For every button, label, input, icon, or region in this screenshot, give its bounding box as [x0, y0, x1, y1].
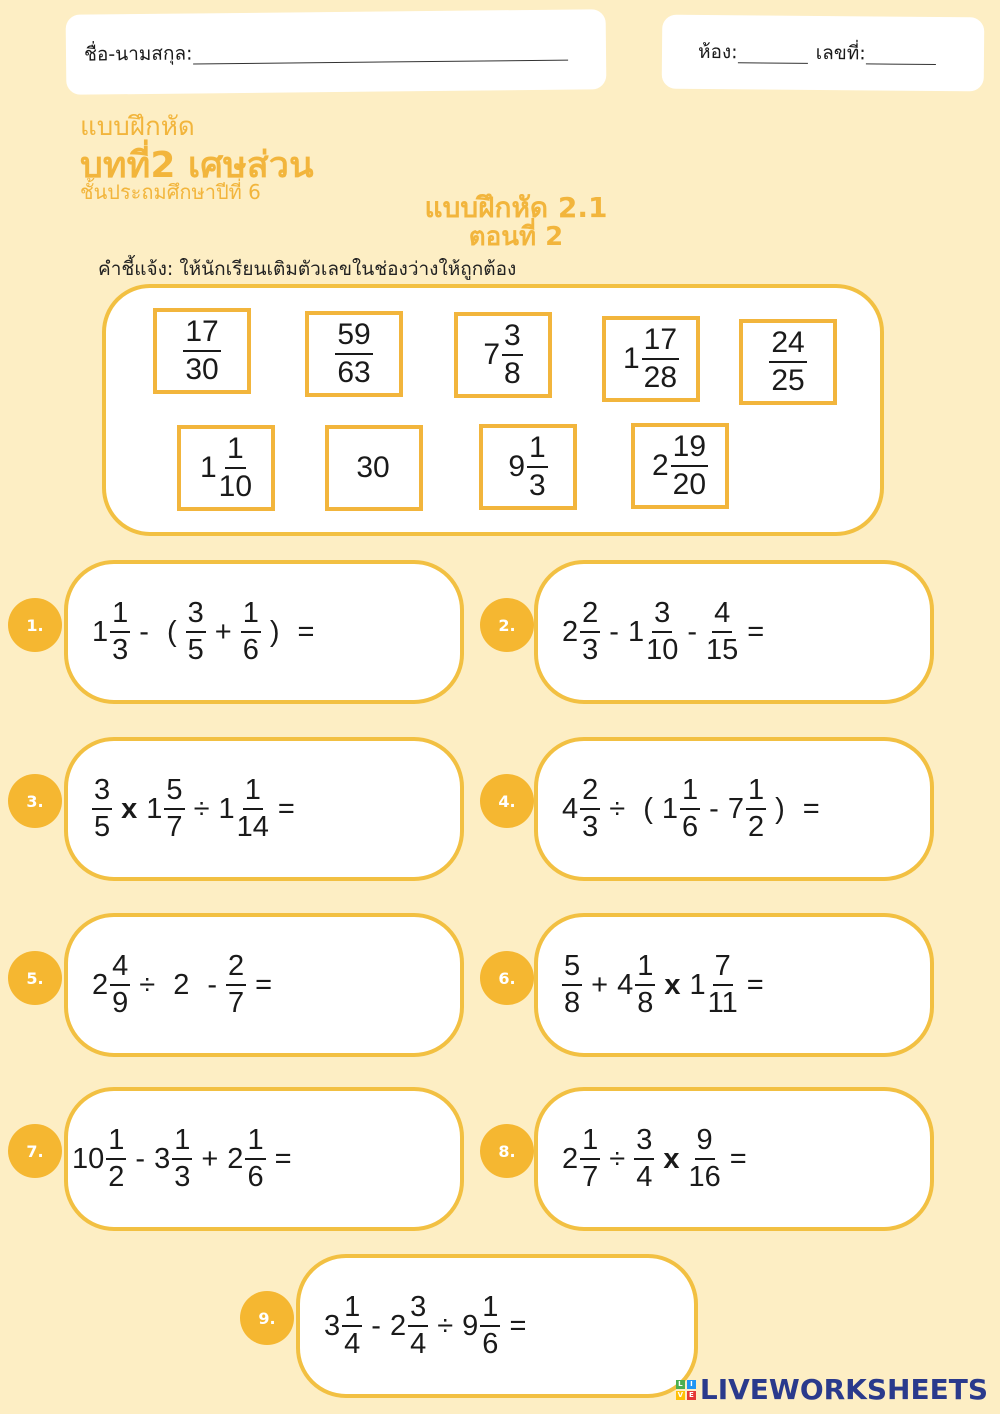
question-1-denominator: 3 — [112, 634, 129, 666]
answer-tile-fraction — [671, 432, 708, 500]
question-6-fraction — [635, 952, 655, 1018]
answer-tile-numerator: 1 — [527, 433, 548, 468]
operator: ) — [269, 615, 280, 648]
question-box-6 — [534, 913, 934, 1057]
question-1-numerator: 1 — [241, 599, 261, 633]
answer-slot-1[interactable] — [323, 602, 363, 662]
question-box-9 — [296, 1254, 698, 1398]
answer-tile-numerator: 19 — [671, 432, 708, 467]
operator: = — [802, 792, 820, 825]
question-7-whole: 3 — [154, 1142, 171, 1175]
question-3-fraction — [237, 776, 269, 842]
name-field-box — [66, 9, 607, 95]
exercise-title: แบบฝึกหัด 2.1 — [424, 191, 608, 224]
answer-tile-whole: 9 — [508, 450, 525, 483]
answer-tile[interactable] — [631, 423, 729, 509]
question-1-denominator: 6 — [242, 634, 259, 666]
question-8-fraction — [580, 1126, 600, 1192]
question-3-numerator: 1 — [243, 776, 263, 810]
answer-tile-whole: 1 — [199, 451, 217, 484]
question-4-denominator: 2 — [747, 811, 765, 843]
question-2-numerator: 2 — [580, 599, 600, 633]
question-6-denominator: 8 — [564, 987, 581, 1019]
answer-tile-fraction — [502, 321, 523, 389]
question-2-denominator: 15 — [706, 634, 739, 666]
operator: x — [121, 792, 138, 825]
question-4-fraction — [680, 776, 700, 842]
answer-tile-numerator: 17 — [642, 325, 679, 360]
answer-tile-fraction — [527, 433, 548, 501]
question-3-numerator: 5 — [164, 776, 184, 810]
question-2-denominator: 3 — [582, 634, 599, 666]
number-blank-line[interactable] — [866, 42, 936, 65]
question-9-fraction — [480, 1293, 500, 1359]
answer-tile[interactable] — [305, 311, 403, 397]
question-9-whole: 3 — [324, 1309, 341, 1342]
question-5-denominator: 9 — [112, 987, 129, 1019]
operator: - — [709, 792, 719, 825]
answer-tile[interactable] — [602, 316, 700, 402]
question-number-badge-1: 1. — [8, 598, 62, 652]
answer-tile[interactable] — [177, 425, 275, 511]
answer-tile[interactable] — [739, 319, 837, 405]
answer-tile-numerator: 24 — [769, 328, 806, 363]
answer-tile-denominator: 3 — [529, 469, 546, 502]
operator: = — [274, 1142, 292, 1175]
operator: = — [509, 1309, 527, 1342]
chapter-title: บทที่2 เศษส่วน — [80, 145, 314, 186]
question-2-fraction — [706, 599, 738, 665]
operator: x — [663, 1142, 680, 1175]
question-7-fraction — [172, 1126, 192, 1192]
part-title: ตอนที่ 2 — [468, 222, 564, 252]
answer-tile-denominator: 8 — [504, 357, 521, 390]
question-5-whole: 2 — [92, 968, 109, 1001]
operator: ( — [643, 792, 653, 825]
answer-slot-6[interactable] — [773, 955, 813, 1015]
question-number-badge-4: 4. — [480, 774, 534, 828]
operator: = — [746, 968, 764, 1001]
worksheet-title: แบบฝึกหัด — [80, 112, 195, 142]
question-7-numerator: 1 — [106, 1126, 126, 1160]
answer-tile-fraction — [769, 328, 806, 396]
operator: ( — [166, 615, 177, 648]
question-2-whole: 2 — [562, 615, 579, 648]
operator: = — [729, 1142, 747, 1175]
answer-tile[interactable] — [325, 425, 423, 511]
question-7-fraction — [245, 1126, 265, 1192]
question-7-numerator: 1 — [172, 1126, 192, 1160]
instruction-text: คำชี้แจ้ง: ให้นักเรียนเติมตัวเลขในช่องว่างให้ถูกต้อง — [98, 258, 517, 280]
operator: - — [609, 615, 619, 648]
question-7-whole: 2 — [227, 1142, 244, 1175]
operator: + — [201, 1142, 219, 1175]
liveworksheets-logo[interactable] — [676, 1373, 988, 1406]
question-number-badge-8: 8. — [480, 1124, 534, 1178]
question-number-badge-7: 7. — [8, 1124, 62, 1178]
question-box-7 — [64, 1087, 464, 1231]
name-label: ชื่อ-นามสกุล: — [83, 42, 193, 66]
question-box-3 — [64, 737, 464, 881]
grade-title: ชั้นประถมศึกษาปีที่ 6 — [80, 180, 261, 204]
question-1-whole: 1 — [92, 615, 109, 648]
question-2-denominator: 10 — [646, 634, 679, 666]
answer-tile-numerator: 17 — [183, 317, 220, 352]
question-3-fraction — [92, 776, 112, 842]
number-label: เลขที่: — [815, 41, 866, 65]
question-2-numerator: 4 — [712, 599, 732, 633]
name-blank-line[interactable] — [192, 39, 567, 65]
question-8-denominator: 7 — [582, 1161, 599, 1193]
question-6-whole: 4 — [617, 968, 634, 1001]
answer-tile-numerator: 1 — [225, 434, 246, 469]
question-3-denominator: 5 — [94, 811, 111, 843]
question-6-fraction — [708, 952, 738, 1018]
question-2-fraction — [646, 599, 678, 665]
question-number-badge-3: 3. — [8, 774, 62, 828]
question-5-numerator: 2 — [226, 952, 246, 986]
operator: x — [664, 968, 681, 1001]
liveworksheets-icon: L I V E — [676, 1380, 696, 1400]
question-2-numerator: 3 — [652, 599, 672, 633]
question-box-1 — [64, 560, 464, 704]
question-5-denominator: 7 — [228, 987, 245, 1019]
question-number-badge-5: 5. — [8, 951, 62, 1005]
answer-tile-denominator: 25 — [771, 364, 805, 397]
question-4-whole: 1 — [661, 792, 679, 825]
question-3-whole: 1 — [218, 792, 235, 825]
question-4-fraction — [746, 776, 766, 842]
operator: + — [591, 968, 609, 1001]
answer-tile-numerator: 59 — [335, 320, 372, 355]
question-9-whole: 2 — [389, 1309, 407, 1342]
operator: = — [255, 968, 273, 1001]
question-6-numerator: 1 — [635, 952, 655, 986]
question-number-badge-6: 6. — [480, 951, 534, 1005]
answer-tile-whole: 1 — [622, 342, 640, 375]
answer-tile-numerator: 3 — [502, 321, 523, 356]
question-6-numerator: 7 — [713, 952, 733, 986]
answer-tile-whole: 2 — [651, 449, 669, 482]
room-label: ห้อง: — [697, 40, 738, 64]
operator: 2 — [173, 968, 190, 1001]
question-4-numerator: 1 — [746, 776, 766, 810]
answer-tile-denominator: 30 — [185, 353, 219, 386]
operator: - — [207, 968, 218, 1001]
question-7-denominator: 6 — [247, 1161, 264, 1193]
operator: ÷ — [609, 792, 626, 825]
question-6-denominator: 11 — [707, 987, 738, 1019]
answer-tile[interactable] — [153, 308, 251, 394]
answer-slot-8[interactable] — [756, 1129, 796, 1189]
question-8-numerator: 3 — [634, 1126, 654, 1160]
operator: = — [747, 615, 765, 648]
question-9-fraction — [342, 1293, 362, 1359]
question-box-2 — [534, 560, 934, 704]
answer-tile-denominator: 63 — [337, 356, 371, 389]
question-4-denominator: 3 — [582, 811, 599, 843]
question-5-numerator: 4 — [110, 952, 130, 986]
question-1-fraction — [110, 599, 130, 665]
answer-tile-fraction — [183, 317, 220, 385]
answer-slot-7[interactable] — [301, 1129, 341, 1189]
question-3-numerator: 3 — [92, 776, 112, 810]
question-2-fraction — [580, 599, 600, 665]
question-4-fraction — [580, 776, 600, 842]
question-8-numerator: 9 — [695, 1126, 715, 1160]
question-6-whole: 1 — [689, 968, 706, 1001]
question-3-fraction — [164, 776, 184, 842]
answer-tile-denominator: 28 — [643, 361, 678, 394]
question-number-badge-2: 2. — [480, 598, 534, 652]
question-1-fraction — [241, 599, 261, 665]
question-8-numerator: 1 — [580, 1126, 600, 1160]
question-9-numerator: 1 — [342, 1293, 362, 1327]
question-9-whole: 9 — [462, 1309, 479, 1342]
question-4-whole: 7 — [727, 792, 744, 825]
question-9-numerator: 1 — [480, 1293, 500, 1327]
answer-tile-fraction — [335, 320, 372, 388]
operator: ) — [775, 792, 785, 825]
answer-tile-denominator: 20 — [672, 468, 707, 501]
question-1-numerator: 1 — [110, 599, 130, 633]
operator: ÷ — [139, 968, 156, 1001]
question-6-fraction — [562, 952, 582, 1018]
operator: - — [687, 615, 698, 648]
question-3-denominator: 14 — [236, 811, 269, 843]
answer-tile-whole: 7 — [483, 338, 500, 371]
question-7-denominator: 3 — [174, 1161, 191, 1193]
question-5-fraction — [110, 952, 130, 1018]
question-box-4 — [534, 737, 934, 881]
answer-slot-5[interactable] — [281, 955, 321, 1015]
question-1-denominator: 5 — [187, 634, 204, 666]
question-8-fraction — [634, 1126, 654, 1192]
operator: ÷ — [609, 1142, 626, 1175]
question-8-denominator: 4 — [636, 1161, 653, 1193]
question-7-numerator: 1 — [245, 1126, 265, 1160]
question-box-8 — [534, 1087, 934, 1231]
question-9-denominator: 4 — [344, 1328, 361, 1360]
question-7-denominator: 2 — [108, 1161, 125, 1193]
question-6-denominator: 8 — [637, 987, 654, 1019]
answer-slot-2[interactable] — [773, 602, 813, 662]
operator: - — [371, 1309, 381, 1342]
operator: - — [139, 615, 149, 648]
operator: = — [277, 792, 295, 825]
question-3-whole: 1 — [146, 792, 163, 825]
operator: = — [297, 615, 315, 648]
question-5-fraction — [226, 952, 246, 1018]
question-2-whole: 1 — [627, 615, 645, 648]
room-field-box — [662, 15, 985, 92]
operator: ÷ — [437, 1309, 454, 1342]
question-9-fraction — [408, 1293, 428, 1359]
question-1-fraction — [186, 599, 206, 665]
question-4-denominator: 6 — [682, 811, 699, 843]
question-8-denominator: 16 — [688, 1161, 721, 1193]
question-4-numerator: 2 — [580, 776, 600, 810]
answer-slot-4[interactable] — [829, 779, 869, 839]
question-9-numerator: 3 — [408, 1293, 428, 1327]
room-blank-line[interactable] — [738, 41, 808, 64]
question-8-whole: 2 — [562, 1142, 579, 1175]
answer-tile-whole: 30 — [356, 451, 390, 484]
question-7-whole: 10 — [72, 1142, 105, 1175]
question-4-whole: 4 — [562, 792, 579, 825]
answer-tile[interactable] — [454, 312, 552, 398]
question-7-fraction — [106, 1126, 126, 1192]
operator: ÷ — [193, 792, 210, 825]
brand-text: LIVEWORKSHEETS — [699, 1373, 988, 1406]
answer-slot-3[interactable] — [304, 779, 344, 839]
question-number-badge-9: 9. — [240, 1291, 294, 1345]
question-4-numerator: 1 — [680, 776, 700, 810]
question-box-5 — [64, 913, 464, 1057]
question-9-denominator: 6 — [482, 1328, 499, 1360]
answer-tile-denominator: 10 — [218, 470, 253, 503]
answer-tile-fraction — [219, 434, 252, 502]
operator: + — [214, 615, 232, 648]
question-1-numerator: 3 — [186, 599, 206, 633]
answer-tile-fraction — [642, 325, 679, 393]
question-3-denominator: 7 — [166, 811, 183, 843]
answer-slot-9[interactable] — [535, 1296, 575, 1356]
operator: - — [135, 1142, 146, 1175]
question-6-numerator: 5 — [562, 952, 582, 986]
question-9-denominator: 4 — [410, 1328, 427, 1360]
answer-tile[interactable] — [479, 424, 577, 510]
question-8-fraction — [688, 1126, 720, 1192]
